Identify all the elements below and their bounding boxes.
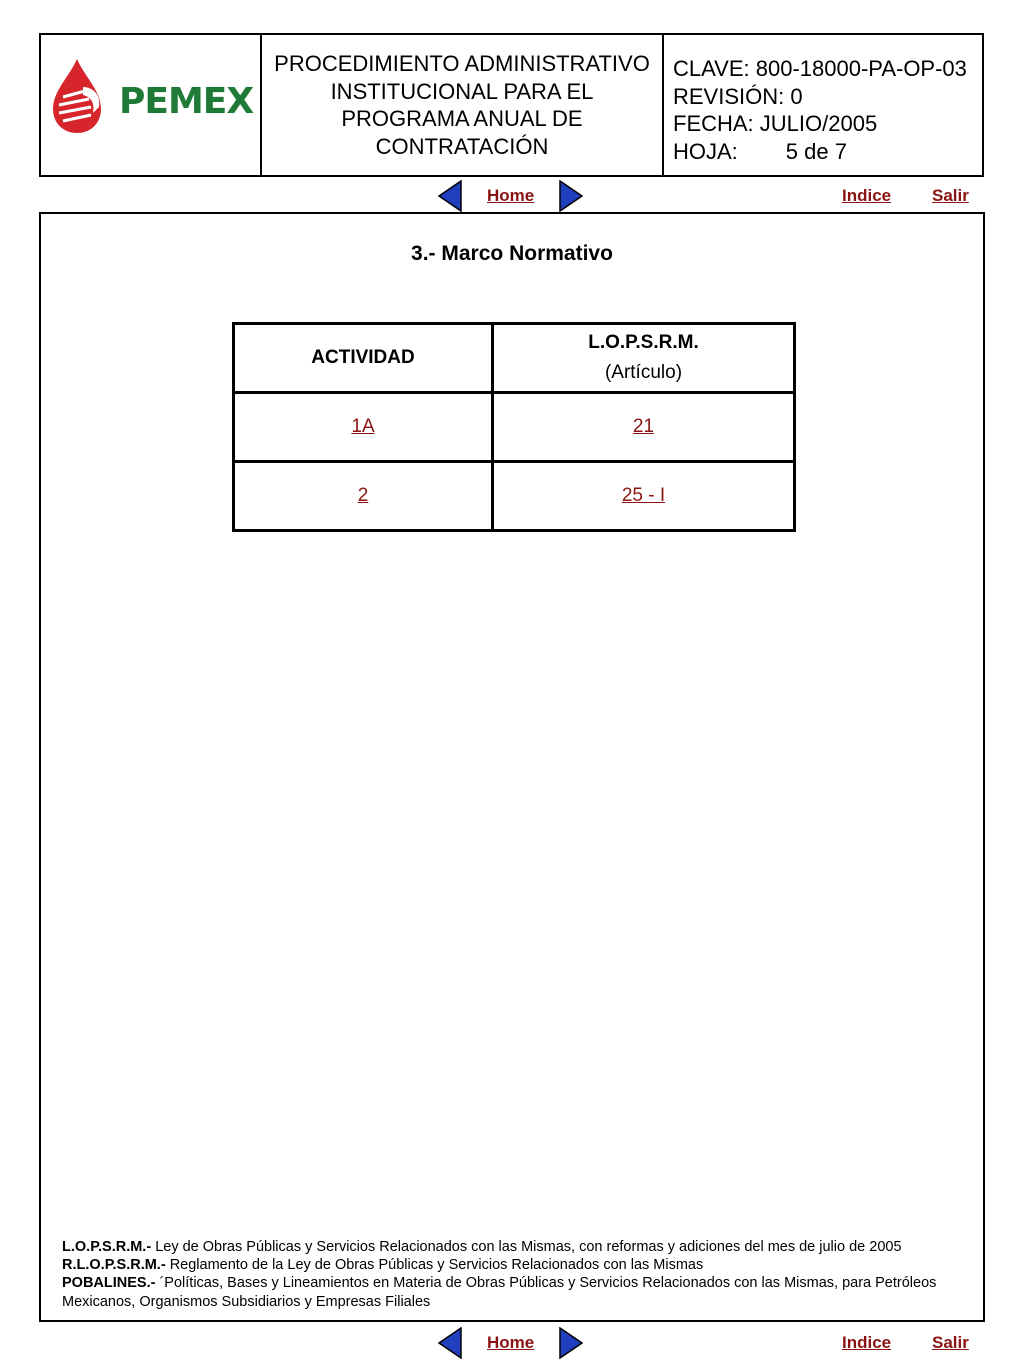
footnote-abbr: POBALINES.- — [62, 1275, 156, 1292]
articulo-link[interactable]: 25 - I — [621, 485, 666, 506]
footnote-abbr: R.L.O.P.S.R.M.- — [62, 1257, 166, 1274]
indice-link[interactable]: Indice — [842, 1333, 892, 1352]
articulo-link[interactable]: 21 — [632, 416, 655, 437]
top-navigation — [0, 180, 1024, 214]
bottom-navigation — [0, 1327, 1024, 1361]
home-link[interactable]: Home — [487, 186, 535, 205]
left-arrow-icon[interactable] — [438, 180, 462, 212]
footnotes — [62, 1238, 962, 1311]
fecha: FECHA: JULIO/2005 — [673, 111, 878, 136]
right-arrow-icon[interactable] — [559, 180, 583, 212]
column-header-line: (Artículo) — [604, 362, 683, 383]
column-header-lopsrm — [493, 324, 795, 393]
logo-text: PEMEX — [119, 81, 254, 122]
table-header-row — [234, 324, 795, 393]
revision: REVISIÓN: 0 — [673, 83, 803, 109]
normative-table — [232, 322, 796, 532]
clave: CLAVE: 800-18000-PA-OP-03 — [673, 56, 967, 81]
footnote-text: Ley de Obras Públicas y Servicios Relacionados con las Mismas, con reformas y adiciones del mes de julio de 2005 — [151, 1239, 902, 1255]
title-line: PROCEDIMIENTO ADMINISTRATIVO — [274, 51, 650, 76]
table-row — [234, 462, 795, 531]
table-row — [234, 393, 795, 462]
indice-link[interactable]: Indice — [842, 186, 892, 205]
right-arrow-icon[interactable] — [559, 1327, 583, 1359]
home-link[interactable]: Home — [487, 1333, 535, 1352]
salir-link[interactable]: Salir — [932, 1333, 969, 1352]
footnote-text: Reglamento de la Ley de Obras Públicas y Servicios Relacionados con las Mismas — [165, 1257, 704, 1274]
document-title — [262, 35, 664, 175]
salir-link[interactable]: Salir — [932, 186, 969, 205]
pemex-logo — [49, 57, 254, 137]
title-line: INSTITUCIONAL PARA EL — [330, 78, 594, 104]
footnote — [62, 1274, 962, 1310]
left-arrow-icon[interactable] — [438, 1327, 462, 1359]
title-line: PROGRAMA ANUAL DE — [341, 106, 583, 131]
hoja-label: HOJA: — [673, 138, 738, 164]
articulo-cell — [493, 462, 795, 531]
document-meta — [664, 35, 982, 175]
logo-cell — [41, 35, 262, 175]
hoja — [673, 138, 982, 166]
document-header — [39, 33, 984, 177]
column-header-actividad: ACTIVIDAD — [234, 324, 493, 393]
footnote-abbr: L.O.P.S.R.M.- — [62, 1239, 152, 1255]
footnote — [62, 1238, 962, 1256]
title-line: CONTRATACIÓN — [375, 133, 549, 159]
actividad-cell — [234, 393, 493, 462]
footnote — [62, 1256, 962, 1274]
actividad-cell — [234, 462, 493, 531]
actividad-link[interactable]: 2 — [357, 485, 369, 506]
articulo-cell — [493, 393, 795, 462]
actividad-link[interactable]: 1A — [351, 416, 375, 437]
hoja-value: 5 de 7 — [785, 138, 847, 164]
section-title: 3.- Marco Normativo — [411, 242, 613, 265]
footnote-text: ´Políticas, Bases y Lineamientos en Materia de Obras Públicas y Servicios Relacionados con las Mismas, para Petróleos Mexicanos, Organismos Subsidiarios y Empresas Filiales — [62, 1275, 937, 1310]
content-frame — [39, 212, 985, 1322]
column-header-line: L.O.P.S.R.M. — [588, 332, 699, 353]
